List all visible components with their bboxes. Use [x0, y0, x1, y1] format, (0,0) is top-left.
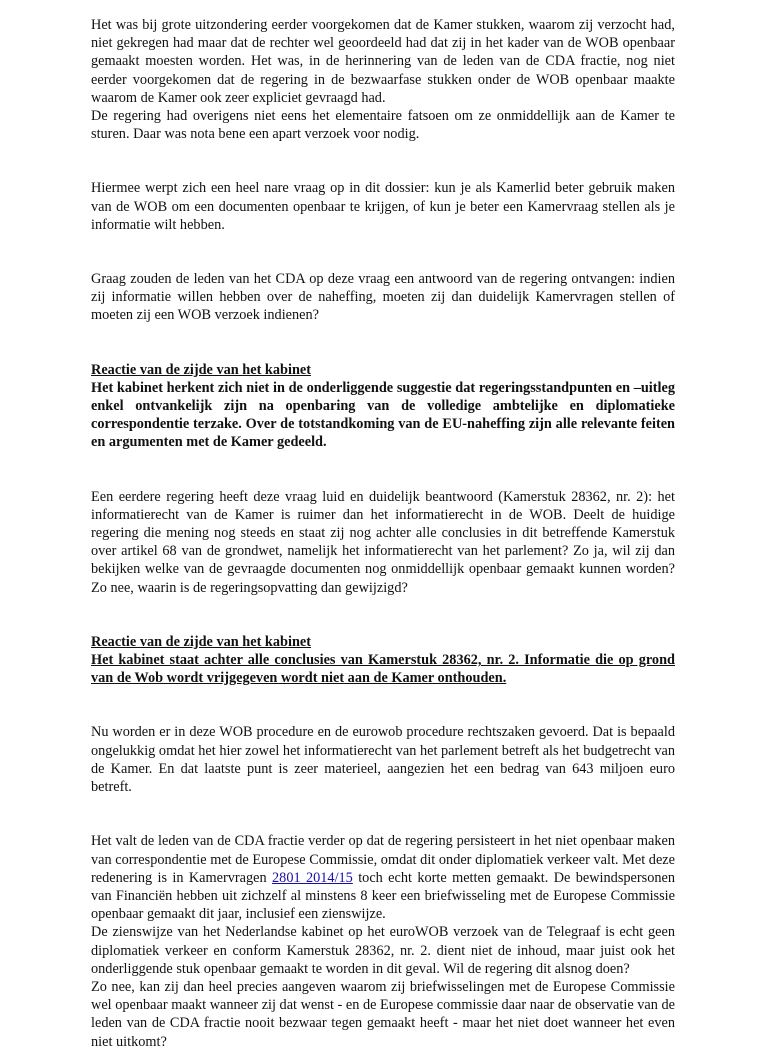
spacer	[91, 796, 675, 832]
paragraph-nasty-question: Hiermee werpt zich een heel nare vraag op in dit dossier: kun je als Kamerlid beter gebruik maken van de WOB om een documenten openbaar te krijgen, of kun je beter een Kamervraag stellen als je informatie wilt hebben.	[91, 180, 675, 233]
kamervragen-link[interactable]: 2801 2014/15	[272, 869, 353, 886]
paragraph-text-after-link: toch echt korte metten gemaakt. De bewindspersonen van Financiën hebben uit zichzelf al minstens 8 keer een briefwisseling met de Europese Commissie openbaar gemaakt dit jaar, inclusief een zienswijze.	[91, 869, 675, 923]
paragraph-wob-exception: Het was bij grote uitzondering eerder voorgekomen dat de Kamer stukken, waarom zij verzocht had, niet gekregen had maar dat de rechter wel geoordeeld had dat zij in het kader van de WOB openbaar gemaakt moesten worden. Het was, in de herinnering van de leden van de CDA fractie, nog niet eerder voorgekomen dat de regering in de bezwaarfase stukken onder de WOB openbaar maakte waarom de Kamer ook zeer expliciet gevraagd had.	[91, 17, 675, 106]
paragraph-cda-request: Graag zouden de leden van het CDA op deze vraag een antwoord van de regering ontvangen: indien zij informatie willen hebben over de naheffing, moeten zij dan duidelijk Kamervragen stellen of moeten zij een WOB verzoek indienen?	[91, 271, 675, 324]
paragraph-diplomatic-traffic	[91, 832, 675, 923]
paragraph-precise-reason: Zo nee, kan zij dan heel precies aangeven waarom zij briefwisselingen met de Europese Commissie wel openbaar maakt wanneer zij dat wenst - en de Europese commissie daar naar de observatie van de leden van de CDA fractie nooit bezwaar tegen gemaakt heeft - maar het niet doet wanneer het even niet uitkomt?	[91, 978, 675, 1050]
paragraph-text-before-link: Het valt de leden van de CDA fractie verder op dat de regering persisteert in het niet openbaar maken van correspondentie met de Europese Commissie, omdat dit onder diplomatiek verkeer valt. Met deze redenering is in Kamervragen	[91, 833, 675, 886]
spacer	[91, 452, 675, 488]
spacer	[91, 234, 675, 270]
paragraph-lawsuits: Nu worden er in deze WOB procedure en de eurowob procedure rechtszaken gevoerd. Dat is bepaald ongelukkig omdat het hier zowel het informatierecht van het parlement betreft als het budgetrecht van de Kamer. En dat laatste punt is zeer materieel, aangezien het een bedrag van 643 miljoen euro betreft.	[91, 724, 675, 796]
reply-text-1: Het kabinet herkent zich niet in de onderliggende suggestie dat regeringsstandpunten en –uitleg enkel ontvankelijk zijn na openbaring van de volledige ambtelijke en diplomatieke correspondentie terzake. Over de totstandkoming van de EU-naheffing zijn alle relevante feiten en argumenten met de Kamer gedeeld.	[91, 379, 675, 451]
paragraph-telegraaf-view: De zienswijze van het Nederlandse kabinet op het euroWOB verzoek van de Telegraaf is echt geen diplomatiek verkeer en conform Kamerstuk 28362, nr. 2. dient niet de inhoud, maar juist ook het onderliggende stuk openbaar gemaakt te worden in dit geval. Wil de regering dit alsnog doen?	[91, 924, 675, 977]
reply-text-2: Het kabinet staat achter alle conclusies van Kamerstuk 28362, nr. 2. Informatie die op grond van de Wob wordt vrijgegeven wordt niet aan de Kamer onthouden.	[91, 652, 675, 687]
reply-heading-2: Reactie van de zijde van het kabinet	[91, 633, 311, 650]
spacer	[91, 687, 675, 723]
paragraph-earlier-government: Een eerdere regering heeft deze vraag luid en duidelijk beantwoord (Kamerstuk 28362, nr. 2): het informatierecht van de Kamer is ruimer dan het informatierecht in de WOB. Deelt de huidige regering die mening nog steeds en staat zij nog achter alle conclusies in dit betreffende Kamerstuk over artikel 68 van de grondwet, namelijk het informatierecht van het parlement? Zo ja, wil zij dan bekijken welke van de gevraagde documenten nog onmiddellijk openbaar gemaakt kunnen worden? Zo nee, waarin is de regeringsopvatting dan gewijzigd?	[91, 488, 675, 596]
spacer	[91, 325, 675, 361]
document-page	[91, 16, 675, 1051]
paragraph-decency: De regering had overigens niet eens het elementaire fatsoen om ze onmiddellijk aan de Kamer te sturen. Daar was nota bene een apart verzoek voor nodig.	[91, 108, 675, 143]
spacer	[91, 143, 675, 179]
spacer	[91, 597, 675, 633]
reply-heading-1: Reactie van de zijde van het kabinet	[91, 361, 311, 378]
